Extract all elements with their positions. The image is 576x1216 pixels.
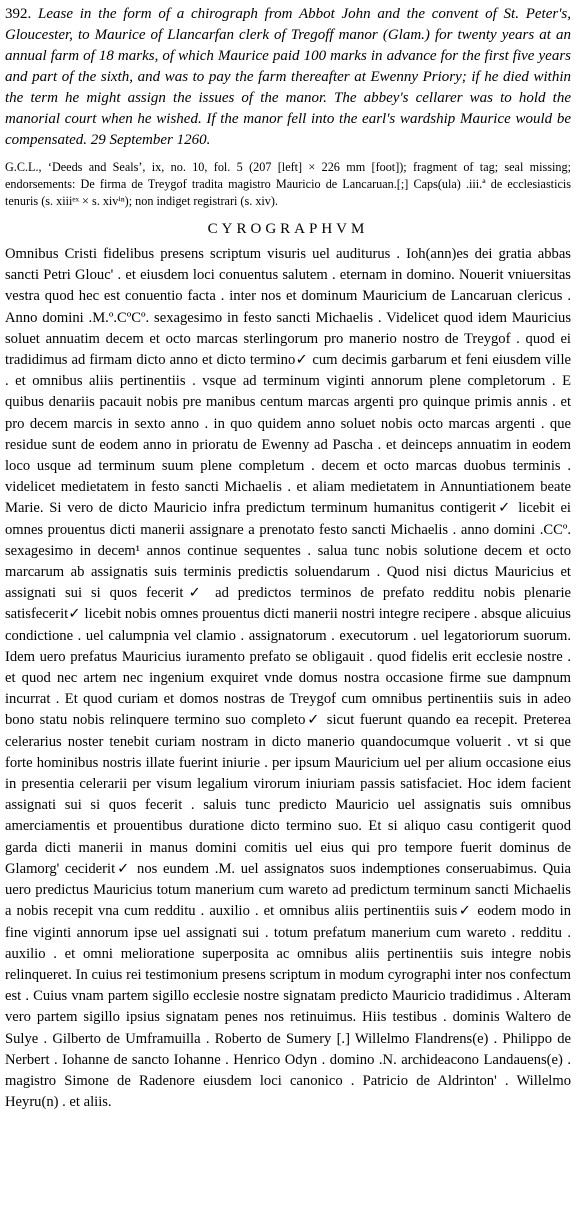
charter-text: Omnibus Cristi fidelibus presens scriptum visuris uel auditurus . Ioh(ann)es dei gratia abbas sancti Petri Glouc' . et eiusdem loci conuentus salutem . eternam in domino. Nouerit vniuersitas vestra quod hec est conuentio facta . inter nos et dominum Mauricium de Lancaruan clericus . Anno domini .M.º.CºCº. sexagesimo in festo sancti Michaelis . Videlicet quod idem Mauricius soluet annuatim decem et octo marcas sterlingorum pro manerio nostro de Treygof . quod ei tradidimus ad firmam dicto anno et dicto termino✓ cum decimis garbarum et feni eiusdem ville . et omnibus aliis pertinentiis . vsque ad terminum viginti annorum plene completorum . E quibus denariis pacauit nobis pre manibus centum marcas argenti pro quinque primis annis . et pro decem marcis in sexto anno . in quo quidem anno soluet nobis octo marcas argenti . que residue sunt de eodem anno in prioratu de Ewenny ad Pascha . et deinceps annuatim in eodem loco usque ad terminum suum plene completum . decem et octo marcas duobus terminis . videlicet medietatem in festo sancti Michaelis . et aliam medietatem in Annuntiationem beate Marie. Si vero de dicto Mauricio infra predictum terminum humanitus contigerit✓ licebit ei omnes prouentus dicti manerii assignare a prenotato festo sancti Michaelis . anno domini .CCº. sexagesimo in decem¹ annos continue sequentes . salua tunc nobis solutione decem et octo marcarum ab assignatis suis terminis predictis soluendarum . Quod nisi dictus Mauricius et assignati sui si quos fecerit✓ ad predictos terminos de prefato redditu nobis plenarie satisfecerit✓ licebit nobis omnes prouentus dicti manerii nostri integre recipere . absque alicuius condictione . uel calumpnia vel clamio . assignatorum . executorum . uel legatoriorum suorum. Idem uero prefatus Mauricius iuramento prefato se obligauit . quod fidelis erit ecclesie nostre . et quod nec artem nec ingenium exquiret vnde domus nostra occasione firme sue dampnum incurrat . Et quod curiam et domos nostras de Treygof cum omnibus pertinentiis suis in adeo bono statu nobis relinquere termino suo completo✓ sicut fuerunt quando ea recepit. Preterea celerarius noster tenebit curiam nostram in dicto manerio quandocumque voluerit . vt si que forte hominibus nostris illate fuerint iniurie . per ipsum Mauricium uel per alium occasione eius in presentia celerarii per visum legalium virorum iniuriam passis satisfaciet. Hoc idem facient assignati sui si quos fecerit . saluis tunc predicto Mauricio uel assignatis suis omnibus amerciamentis et prouentibus duratione dicto termino suo. Et si aliquo casu contigerit quod garda dicti manerii in manus domini comitis uel eius qui pro tempore fuerit dominus de Glamorg' ceciderit✓ nos eundem .M. uel assignatos suos indemptiones conseruabimus. Quia uero predictus Mauricius totum manerium cum wareto ad predictum terminum sancti Michaelis a nobis recepit vna cum redditu . auxilio . et omnibus aliis pertinentiis suis✓ eodem modo in fine viginti annorum ipse uel assignati sui . totum prefatum manerium cum wareto . redditu . auxilio . et omni melioratione superposita ac omnibus aliis pertinentiis suis integre nobis relinqueret. In cuius rei testimonium presens scriptum in modum cyrographi inter nos confectum est . Cuius vnam partem sigillo ecclesie nostre signatam predicto Mauricio tradidimus . Alteram vero partem sigillo ipsius signatam penes nos retinuimus. Hiis testibus . dominis Waltero de Sulye . Gilberto de Umframuilla . Roberto de Sumery [.] Willelmo Flandrens(e) . Philippo de Nerbert . Iohanne de sancto Iohanne . Henrico Odyn . domino .N. archideacono Landauens(e) . magistro Simone de Radenore eiusdem loci canonico . Patricio de Aldrinton' . Willelmo Heyru(n) . et aliis. [5,246,571,1111]
source-note: G.C.L., ‘Deeds and Seals’, ix, no. 10, fol. 5 (207 [left] × 226 mm [foot]); fragment of tag; seal missing; endorsements: De firma de Treygof tradita magistro Mauricio de Lancaruan.[;] Caps(ula) .iii.ª de ecclesiasticis tenuris (s. xiiiᵉˣ × s. xivⁱⁿ); non indiget registrari (s. xiv). [5,160,571,208]
document-heading: CYROGRAPHVM [207,221,369,237]
entry-number: 392. [5,6,32,22]
calendar-entry [5,4,571,151]
entry-summary: Lease in the form of a chirograph from Abbot John and the convent of St. Peter's, Gloucester, to Maurice of Llancarfan clerk of Tregoff manor (Glam.) for twenty years at an annual farm of 18 marks, of which Maurice paid 100 marks in advance for the first five years and part of the sixth, and was to pay the farm thereafter at Ewenny Priory; if he died within the term he might assign the issues of the manor. The abbey's cellarer was to hold the manorial court when he wished. If the manor fell into the earl's wardship Maurice would be compensated. 29 September 1260. [5,6,571,148]
